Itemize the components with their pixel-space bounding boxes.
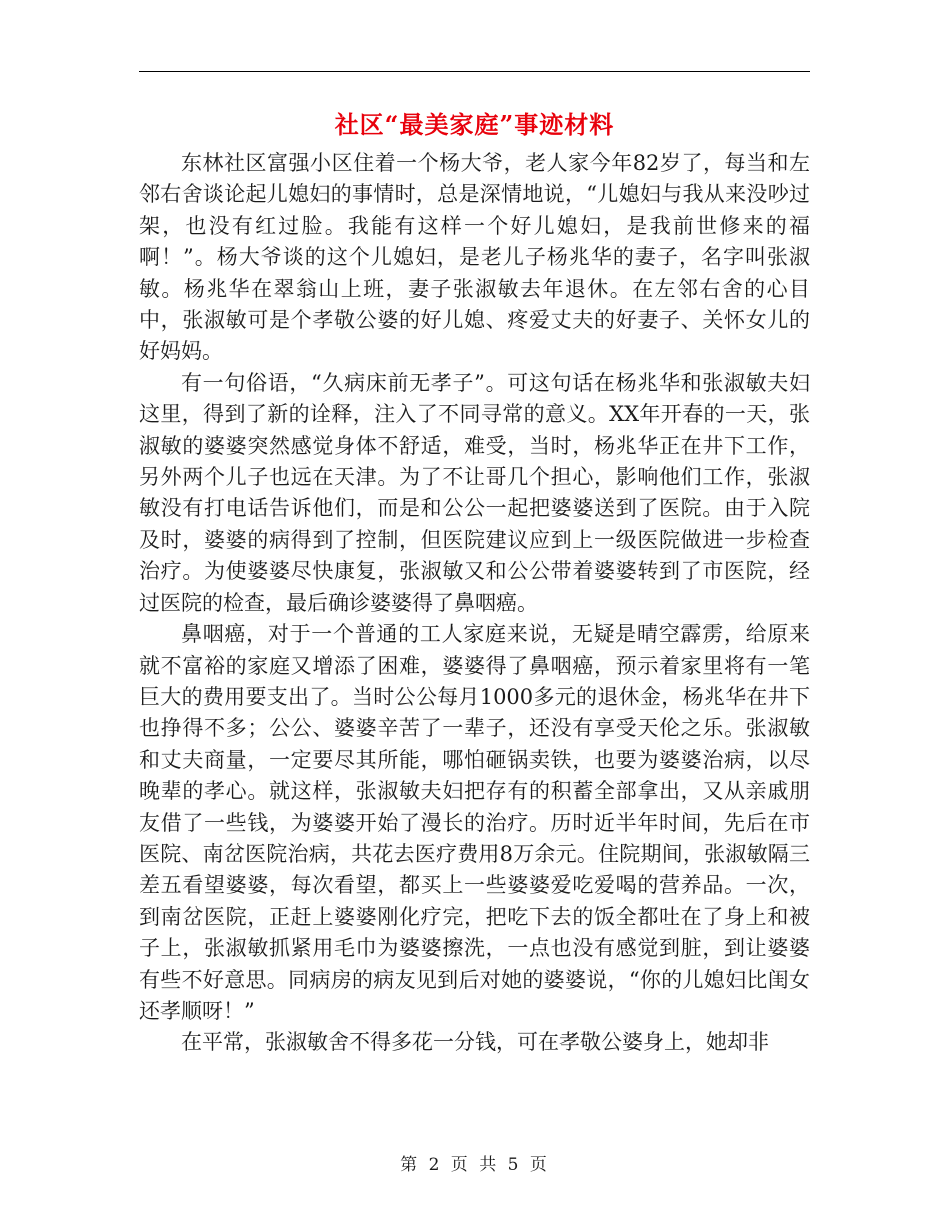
document-title: 社区“最美家庭”事迹材料 xyxy=(334,110,615,139)
paragraph: 鼻咽癌，对于一个普通的工人家庭来说，无疑是晴空霹雳，给原来就不富裕的家庭又增添了困难，婆婆得了鼻咽癌，预示着家里将有一笔巨大的费用要支出了。当时公公每月1000多元的退休金，杨兆华在井下也挣得不多；公公、婆婆辛苦了一辈子，还没有享受天伦之乐。张淑敏和丈夫商量，一定要尽其所能，哪怕砸锅卖铁，也要为婆婆治病，以尽晚辈的孝心。就这样，张淑敏夫妇把存有的积蓄全部拿出，又从亲戚朋友借了一些钱，为婆婆开始了漫长的治疗。历时近半年时间，先后在市医院、南岔医院治病，共花去医疗费用8万余元。住院期间，张淑敏隔三差五看望婆婆，每次看望，都买上一些婆婆爱吃爱喝的营养品。一次，到南岔医院，正赶上婆婆刚化疗完，把吃下去的饭全都吐在了身上和被子上，张淑敏抓紧用毛巾为婆婆擦洗，一点也没有感觉到脏，到让婆婆有些不好意思。同病房的病友见到后对她的婆婆说，“你的儿媳妇比闺女还孝顺呀！” xyxy=(139,622,810,1023)
paragraph: 在平常，张淑敏舍不得多花一分钱，可在孝敬公婆身上，她却非 xyxy=(181,1030,769,1055)
paragraph: 东林社区富强小区住着一个杨大爷，老人家今年82岁了，每当和左邻右舍谈论起儿媳妇的事情时，总是深情地说，“儿媳妇与我从来没吵过架，也没有红过脸。我能有这样一个好儿媳妇，是我前世修来的福啊！”。杨大爷谈的这个儿媳妇，是老儿子杨兆华的妻子，名字叫张淑敏。杨兆华在翠翁山上班，妻子张淑敏去年退休。在左邻右舍的心目中，张淑敏可是个孝敬公婆的好儿媳、疼爱丈夫的好妻子、关怀女儿的好妈妈。 xyxy=(139,151,810,364)
paragraph: 有一句俗语，“久病床前无孝子”。可这句话在杨兆华和张淑敏夫妇这里，得到了新的诠释，注入了不同寻常的意义。XX年开春的一天，张淑敏的婆婆突然感觉身体不舒适，难受，当时，杨兆华正在井下工作，另外两个儿子也远在天津。为了不让哥几个担心，影响他们工作，张淑敏没有打电话告诉他们，而是和公公一起把婆婆送到了医院。由于入院及时，婆婆的病得到了控制，但医院建议应到上一级医院做进一步检查治疗。为使婆婆尽快康复，张淑敏又和公公带着婆婆转到了市医院，经过医院的检查，最后确诊婆婆得了鼻咽癌。 xyxy=(139,370,810,615)
header-rule xyxy=(139,71,810,72)
document-body xyxy=(139,148,810,1059)
page-number: 第 2 页 共 5 页 xyxy=(400,1155,550,1175)
